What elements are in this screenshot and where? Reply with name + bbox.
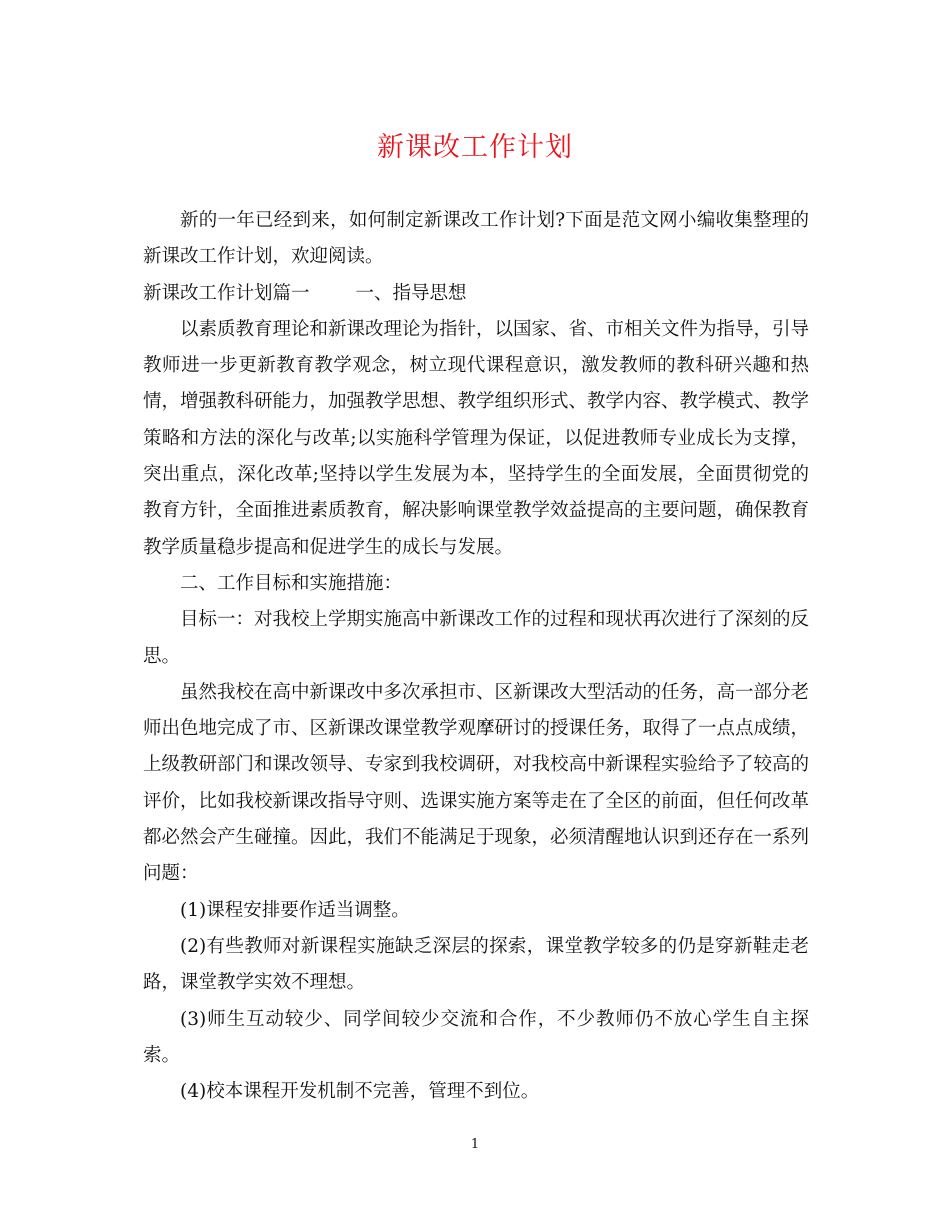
issue-item-4: (4)校本课程开发机制不完善，管理不到位。 (180, 1081, 540, 1103)
issue-item-2: (2)有些教师对新课程实施缺乏深层的探索，课堂教学较多的仍是穿新鞋走老路，课堂教学实效不理想。 (143, 935, 809, 994)
section-line (143, 276, 809, 312)
goals-heading: 二、工作目标和实施措施： (180, 572, 403, 594)
intro-paragraph: 新的一年已经到来，如何制定新课改工作计划?下面是范文网小编收集整理的新课改工作计划，欢迎阅读。 (143, 210, 809, 268)
reflection-paragraph: 虽然我校在高中新课改中多次承担市、区新课改大型活动的任务，高一部分老师出色地完成了市、区新课改课堂教学观摩研讨的授课任务，取得了一点点成绩，上级教研部门和课改领导、专家到我校调研，对我校高中新课程实验给予了较高的评价，比如我校新课改指导守则、选课实施方案等走在了全区的前面，但任何改革都必然会产生碰撞。因此，我们不能满足于现象，必须清醒地认识到还存在一系列问题： (143, 681, 810, 885)
document-body (143, 203, 809, 1110)
issue-item-3: (3)师生互动较少、同学间较少交流和合作，不少教师仍不放心学生自主探索。 (143, 1008, 809, 1066)
issue-item-1: (1)课程安排要作适当调整。 (180, 899, 410, 921)
page-number: 1 (470, 1137, 480, 1152)
section-label: 新课改工作计划篇一 (143, 282, 310, 304)
guiding-thought-paragraph: 以素质教育理论和新课改理论为指针，以国家、省、市相关文件为指导，引导教师进一步更新教育教学观念，树立现代课程意识，激发教师的教科研兴趣和热情，增强教科研能力，加强教学思想、教学组织形式、教学内容、教学模式、教学策略和方法的深化与改革;以实施科学管理为保证，以促进教师专业成长为支撑，突出重点，深化改革;坚持以学生发展为本，坚持学生的全面发展，全面贯彻党的教育方针，全面推进素质教育，解决影响课堂教学效益提高的主要问题，确保教育教学质量稳步提高和促进学生的成长与发展。 (143, 318, 810, 558)
section-heading: 一、指导思想 (355, 282, 467, 304)
document-title: 新课改工作计划 (377, 132, 573, 163)
goal-one-paragraph: 目标一：对我校上学期实施高中新课改工作的过程和现状再次进行了深刻的反思。 (143, 609, 810, 667)
